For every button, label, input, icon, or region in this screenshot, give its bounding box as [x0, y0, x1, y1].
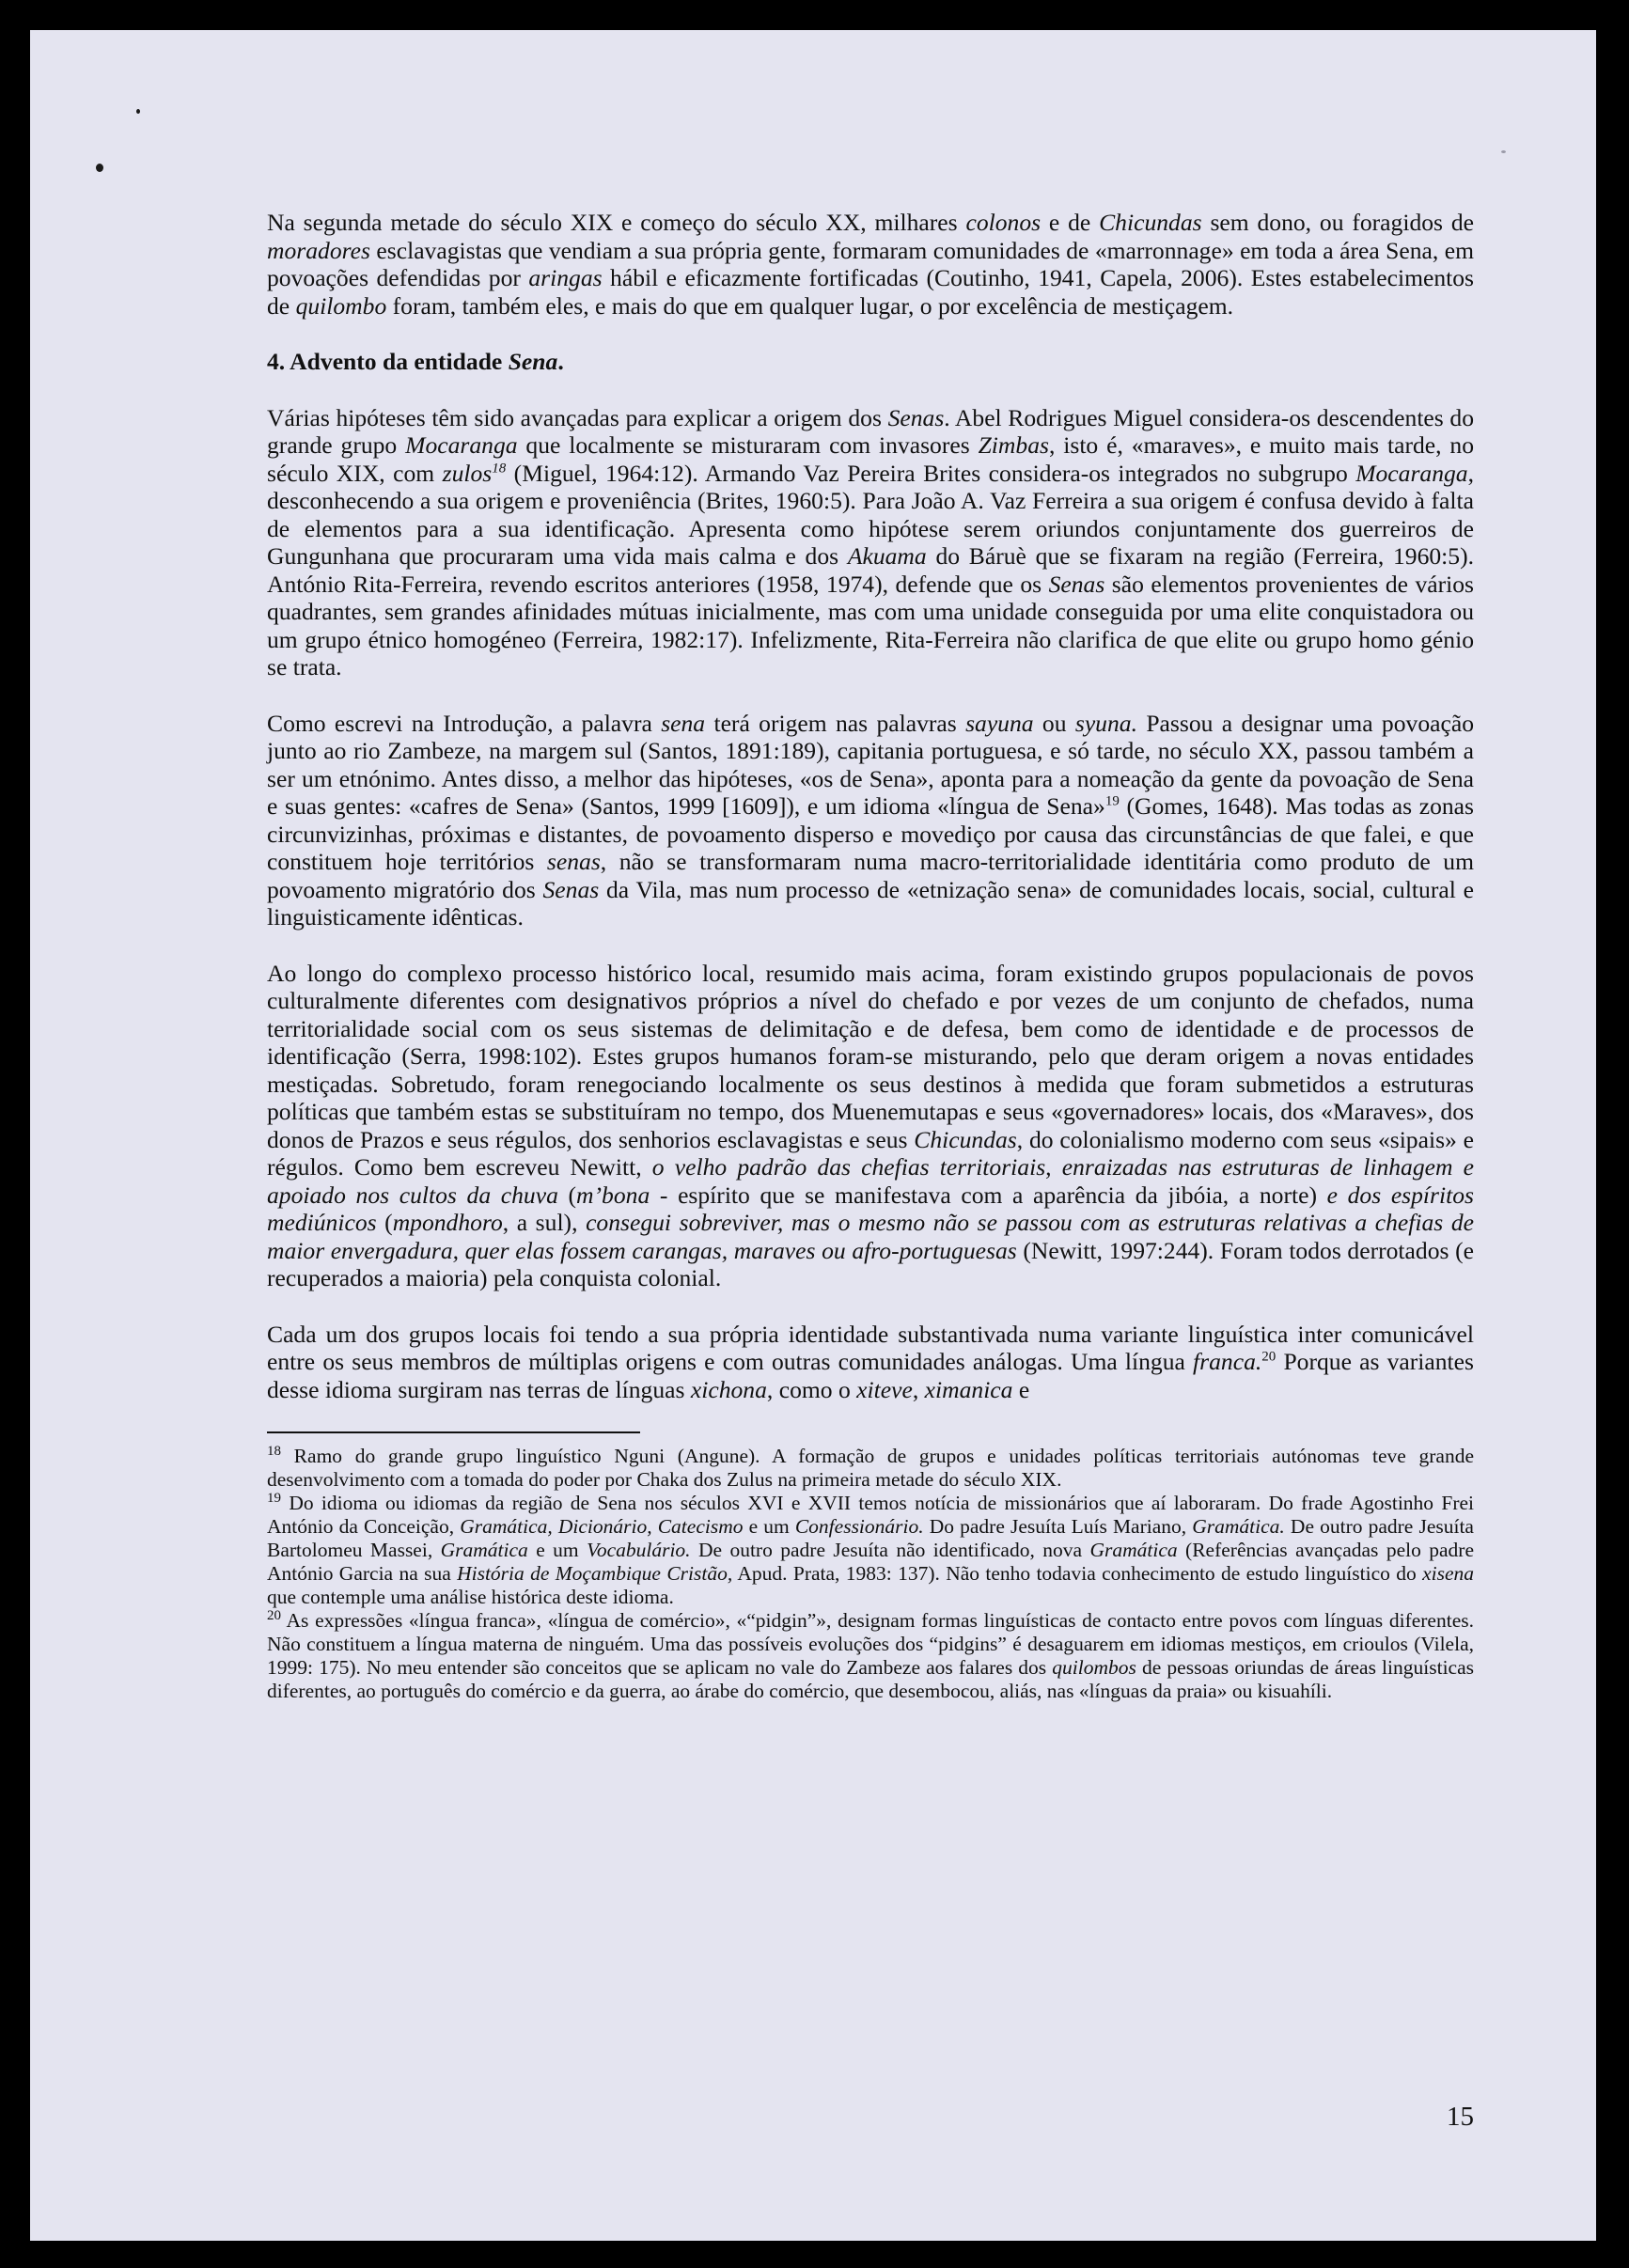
italic-text: moradores	[267, 236, 370, 264]
text-run: e um	[743, 1515, 795, 1538]
text-run: e	[1012, 1375, 1030, 1403]
text-run: ,	[912, 1375, 925, 1403]
scan-speck	[136, 109, 140, 114]
text-run: De outro padre Jesuíta Bartolomeu Massei,	[267, 1515, 1474, 1561]
text-run: (	[557, 1181, 577, 1209]
italic-text: Confessionário.	[794, 1515, 924, 1538]
italic-text: Mocaranga	[405, 431, 518, 459]
text-run: (	[376, 1209, 393, 1236]
italic-text: Mocaranga	[1355, 459, 1468, 487]
italic-text: xiteve	[856, 1375, 913, 1403]
italic-text: syuna.	[1074, 709, 1137, 737]
italic-text: Vocabulário.	[587, 1539, 691, 1561]
text-run: ou	[1033, 709, 1075, 737]
text-run: que contemple uma análise histórica deste idioma.	[267, 1586, 674, 1608]
text-run: Do idioma ou idiomas da região de Sena nos séculos XVI e XVII temos notícia de missionários que aí laboraram. Do frade Agostinho Frei António da Conceição,	[267, 1492, 1474, 1538]
italic-text: zulos	[442, 459, 493, 487]
italic-text: e dos espíritos mediúnicos	[267, 1181, 1474, 1236]
text-run: Ao longo do complexo processo histórico local, resumido mais acima, foram existindo grupos populacionais de povos culturalmente diferentes com designativos próprios a nível do chefado e por vezes de um conjunto de chefados, numa territorialidade social com os seus sistemas de delimitação e de defesa, bem como de identidade e de processos de identificação (Serra, 1998:102). Estes grupos humanos foram-se misturando, pelo que deram origem a novas entidades mestiçadas. Sobretudo, foram renegociando localmente os seus destinos à medida que foram submetidos a estruturas políticas que também estas se substituíram no tempo, dos Muenemutapas e seus «governadores» locais, dos «Maraves», dos donos de Prazos e seus régulos, dos senhorios esclavagistas e seus	[267, 959, 1474, 1153]
italic-text: Senas	[542, 875, 600, 903]
text-run: , não se transformaram numa macro-territorialidade identitária como produto de um povoamento migratório dos	[267, 848, 1474, 903]
text-run: De outro padre Jesuíta não identificado, nova	[690, 1539, 1090, 1561]
footnote	[267, 1445, 1474, 1492]
italic-text: sayuna	[965, 709, 1034, 737]
italic-text: senas	[546, 848, 601, 875]
page-number: 15	[1447, 2102, 1474, 2132]
italic-text: xisena	[1422, 1562, 1474, 1585]
text-run: As expressões «língua franca», «língua de comércio», «“pidgin”», designam formas linguísticas de contacto entre povos com línguas diferentes. Não constituem a língua materna de ninguém. Uma das possíveis evoluções dos “pidgins” é desaguarem em idiomas mestiços, em crioulos (Vilela, 1999: 175). No meu entender são conceitos que se aplicam no vale do Zambeze aos falares dos	[267, 1609, 1474, 1679]
italic-text: quilombos	[1052, 1656, 1136, 1679]
text-run: . Abel Rodrigues Miguel considera-os descendentes do grande grupo	[267, 403, 1474, 459]
italic-text: m’bona	[576, 1181, 650, 1209]
body-paragraph	[267, 209, 1474, 320]
scan-speck	[96, 164, 103, 172]
text-run: .	[557, 348, 564, 375]
text-run: e de	[1041, 209, 1100, 236]
text-run: foram, também eles, e mais do que em qualquer lugar, o por excelência de mestiçagem.	[386, 291, 1234, 320]
text-run: que localmente se misturaram com invasores	[517, 431, 979, 459]
text-run: Porque as variantes desse idioma surgiram nas terras de línguas	[267, 1348, 1474, 1403]
footnote-marker: 20	[267, 1607, 281, 1623]
italic-text: Chicundas	[1099, 209, 1202, 236]
italic-text: Senas	[1048, 570, 1105, 598]
italic-text: o velho padrão das chefias territoriais, enraizadas nas estruturas de linhagem e apoiado nos cultos da chuva	[267, 1153, 1475, 1209]
text-run: , desconhecendo a sua origem e proveniência (Brites, 1960:5). Para João A. Vaz Ferreira a sua origem é confusa devido à falta de elementos para a sua identificação. Apresenta como hipótese serem oriundos conjuntamente dos guerreiros de Gungunhana que procuraram uma vida mais calma e dos	[267, 459, 1475, 570]
text-run: sem dono, ou foragidos de	[1201, 209, 1474, 236]
italic-text: Gramática	[440, 1539, 528, 1561]
italic-text: Gramática	[1089, 1539, 1178, 1561]
footnote	[267, 1609, 1474, 1703]
text-run: Passou a designar uma povoação junto ao rio Zambeze, na margem sul (Santos, 1891:189), capitania portuguesa, e só tarde, no século XX, passou também a ser um etnónimo. Antes disso, a melhor das hipóteses, «os de Sena», aponta para a nomeação da gente da povoação de Sena e suas gentes: «cafres de Sena» (Santos, 1999 [1609]), e um idioma «língua de Sena»	[267, 709, 1474, 820]
italic-text: sena	[661, 709, 706, 737]
text-run: da Vila, mas num processo de «etnização sena» de comunidades locais, social, cultural e linguisticamente idênticas.	[267, 875, 1474, 931]
text-run: (Miguel, 1964:12). Armando Vaz Pereira Brites considera-os integrados no subgrupo	[506, 459, 1356, 487]
text-run: terá origem nas palavras	[705, 709, 966, 737]
italic-text: ximanica	[924, 1375, 1013, 1403]
italic-text: Chicundas	[914, 1125, 1017, 1153]
text-run: , do colonialismo moderno com seus «sipais» e régulos. Como bem escreveu Newitt,	[267, 1125, 1475, 1181]
text-run: Ramo do grande grupo linguístico Nguni (Angune). A formação de grupos e unidades políticas territoriais autónomas teve grande desenvolvimento com a tomada do poder por Chaka dos Zulus na primeira metade do século XIX.	[267, 1445, 1474, 1491]
text-run: (Referências avançadas pelo padre António Garcia na sua	[267, 1539, 1475, 1585]
scan-speck	[1501, 150, 1506, 153]
text-run: Várias hipóteses têm sido avançadas para explicar a origem dos	[267, 403, 888, 431]
italic-text: consegui sobreviver, mas o mesmo não se passou com as estruturas relativas a chefias de maior envergadura, quer elas fossem carangas, maraves ou afro-portuguesas	[267, 1209, 1475, 1264]
text-run: Cada um dos grupos locais foi tendo a sua própria identidade substantivada numa variante linguística inter comunicável entre os seus membros de múltiplas origens e com outras comunidades análogas. Uma língua	[267, 1320, 1474, 1375]
italic-text: Akuama	[847, 542, 927, 570]
body-paragraph	[267, 710, 1474, 931]
text-run: - espírito que se manifestava com a aparência da jibóia, a norte)	[650, 1181, 1327, 1209]
body-paragraph	[267, 1321, 1474, 1404]
text-run: de pessoas oriundas de áreas linguísticas diferentes, ao português do comércio e da guerra, ao árabe do comércio, que desembocou, aliás, nas «línguas da praia» ou kisuahíli.	[267, 1656, 1474, 1702]
italic-text: História de Moçambique Cristão,	[457, 1562, 733, 1585]
footnote-marker: 20	[1261, 1349, 1277, 1365]
text-run: , a sul),	[502, 1209, 587, 1236]
italic-text: franca.	[1193, 1348, 1262, 1375]
text-run: , como o	[766, 1375, 857, 1403]
text-run: Do padre Jesuíta Luís Mariano,	[923, 1515, 1193, 1538]
footnotes	[267, 1445, 1474, 1703]
italic-text: quilombo	[295, 291, 387, 320]
section-heading	[267, 348, 1474, 376]
italic-text: Zimbas	[978, 431, 1049, 459]
document-page	[30, 30, 1596, 2241]
footnote-marker: 18	[267, 1443, 281, 1459]
footnote	[267, 1492, 1474, 1609]
text-run: esclavagistas que vendiam a sua própria gente, formaram comunidades de «marronnage» em toda a área Sena, em povoações defendidas por	[267, 236, 1474, 291]
text-run: (Gomes, 1648). Mas todas as zonas circunvizinhas, próximas e distantes, de povoamento disperso e movediço por causa das circunstâncias de que falei, e que constituem hoje territórios	[267, 792, 1474, 875]
text-run: (Newitt, 1997:244). Foram todos derrotados (e recuperados a maioria) pela conquista colonial.	[267, 1236, 1474, 1291]
text-run: do Báruè que se fixaram na região (Ferreira, 1960:5). António Rita-Ferreira, revendo escritos anteriores (1958, 1974), defende que os	[267, 542, 1474, 598]
text-run: e um	[527, 1539, 587, 1561]
footnote-marker: 19	[267, 1490, 281, 1506]
footnote-separator	[267, 1431, 640, 1433]
text-run: são elementos provenientes de vários quadrantes, sem grandes afinidades mútuas inicialmente, mas com uma unidade conseguida por uma elite conquistadora ou um grupo étnico homogéneo (Ferreira, 1982:17). Infelizmente, Rita-Ferreira não clarifica de que elite ou grupo homo génio se trata.	[267, 570, 1475, 680]
footnote-marker: 18	[492, 460, 507, 476]
italic-text: mpondhoro	[392, 1209, 503, 1236]
body-paragraph	[267, 404, 1474, 681]
text-run: Como escrevi na Introdução, a palavra	[267, 709, 662, 737]
text-run: hábil e eficazmente fortificadas (Coutinho, 1941, Capela, 2006). Estes estabelecimentos de	[267, 264, 1475, 320]
text-run: , isto é, «maraves», e muito mais tarde, no século XIX, com	[267, 431, 1475, 487]
text-run: 4. Advento da entidade	[267, 348, 509, 375]
italic-text: Senas	[887, 403, 945, 431]
italic-text: aringas	[528, 264, 603, 291]
text-run: Na segunda metade do século XIX e começo do século XX, milhares	[267, 209, 966, 236]
italic-text: colonos	[965, 209, 1042, 236]
page-content	[267, 209, 1474, 1703]
body-paragraph	[267, 960, 1474, 1292]
footnote-marker: 19	[1104, 793, 1120, 809]
italic-text: Sena	[508, 348, 558, 375]
text-run: Apud. Prata, 1983: 137). Não tenho todavia conhecimento de estudo linguístico do	[732, 1562, 1423, 1585]
italic-text: Gramática.	[1192, 1515, 1285, 1538]
italic-text: xichona	[690, 1375, 767, 1403]
italic-text: Gramática, Dicionário, Catecismo	[460, 1515, 744, 1538]
